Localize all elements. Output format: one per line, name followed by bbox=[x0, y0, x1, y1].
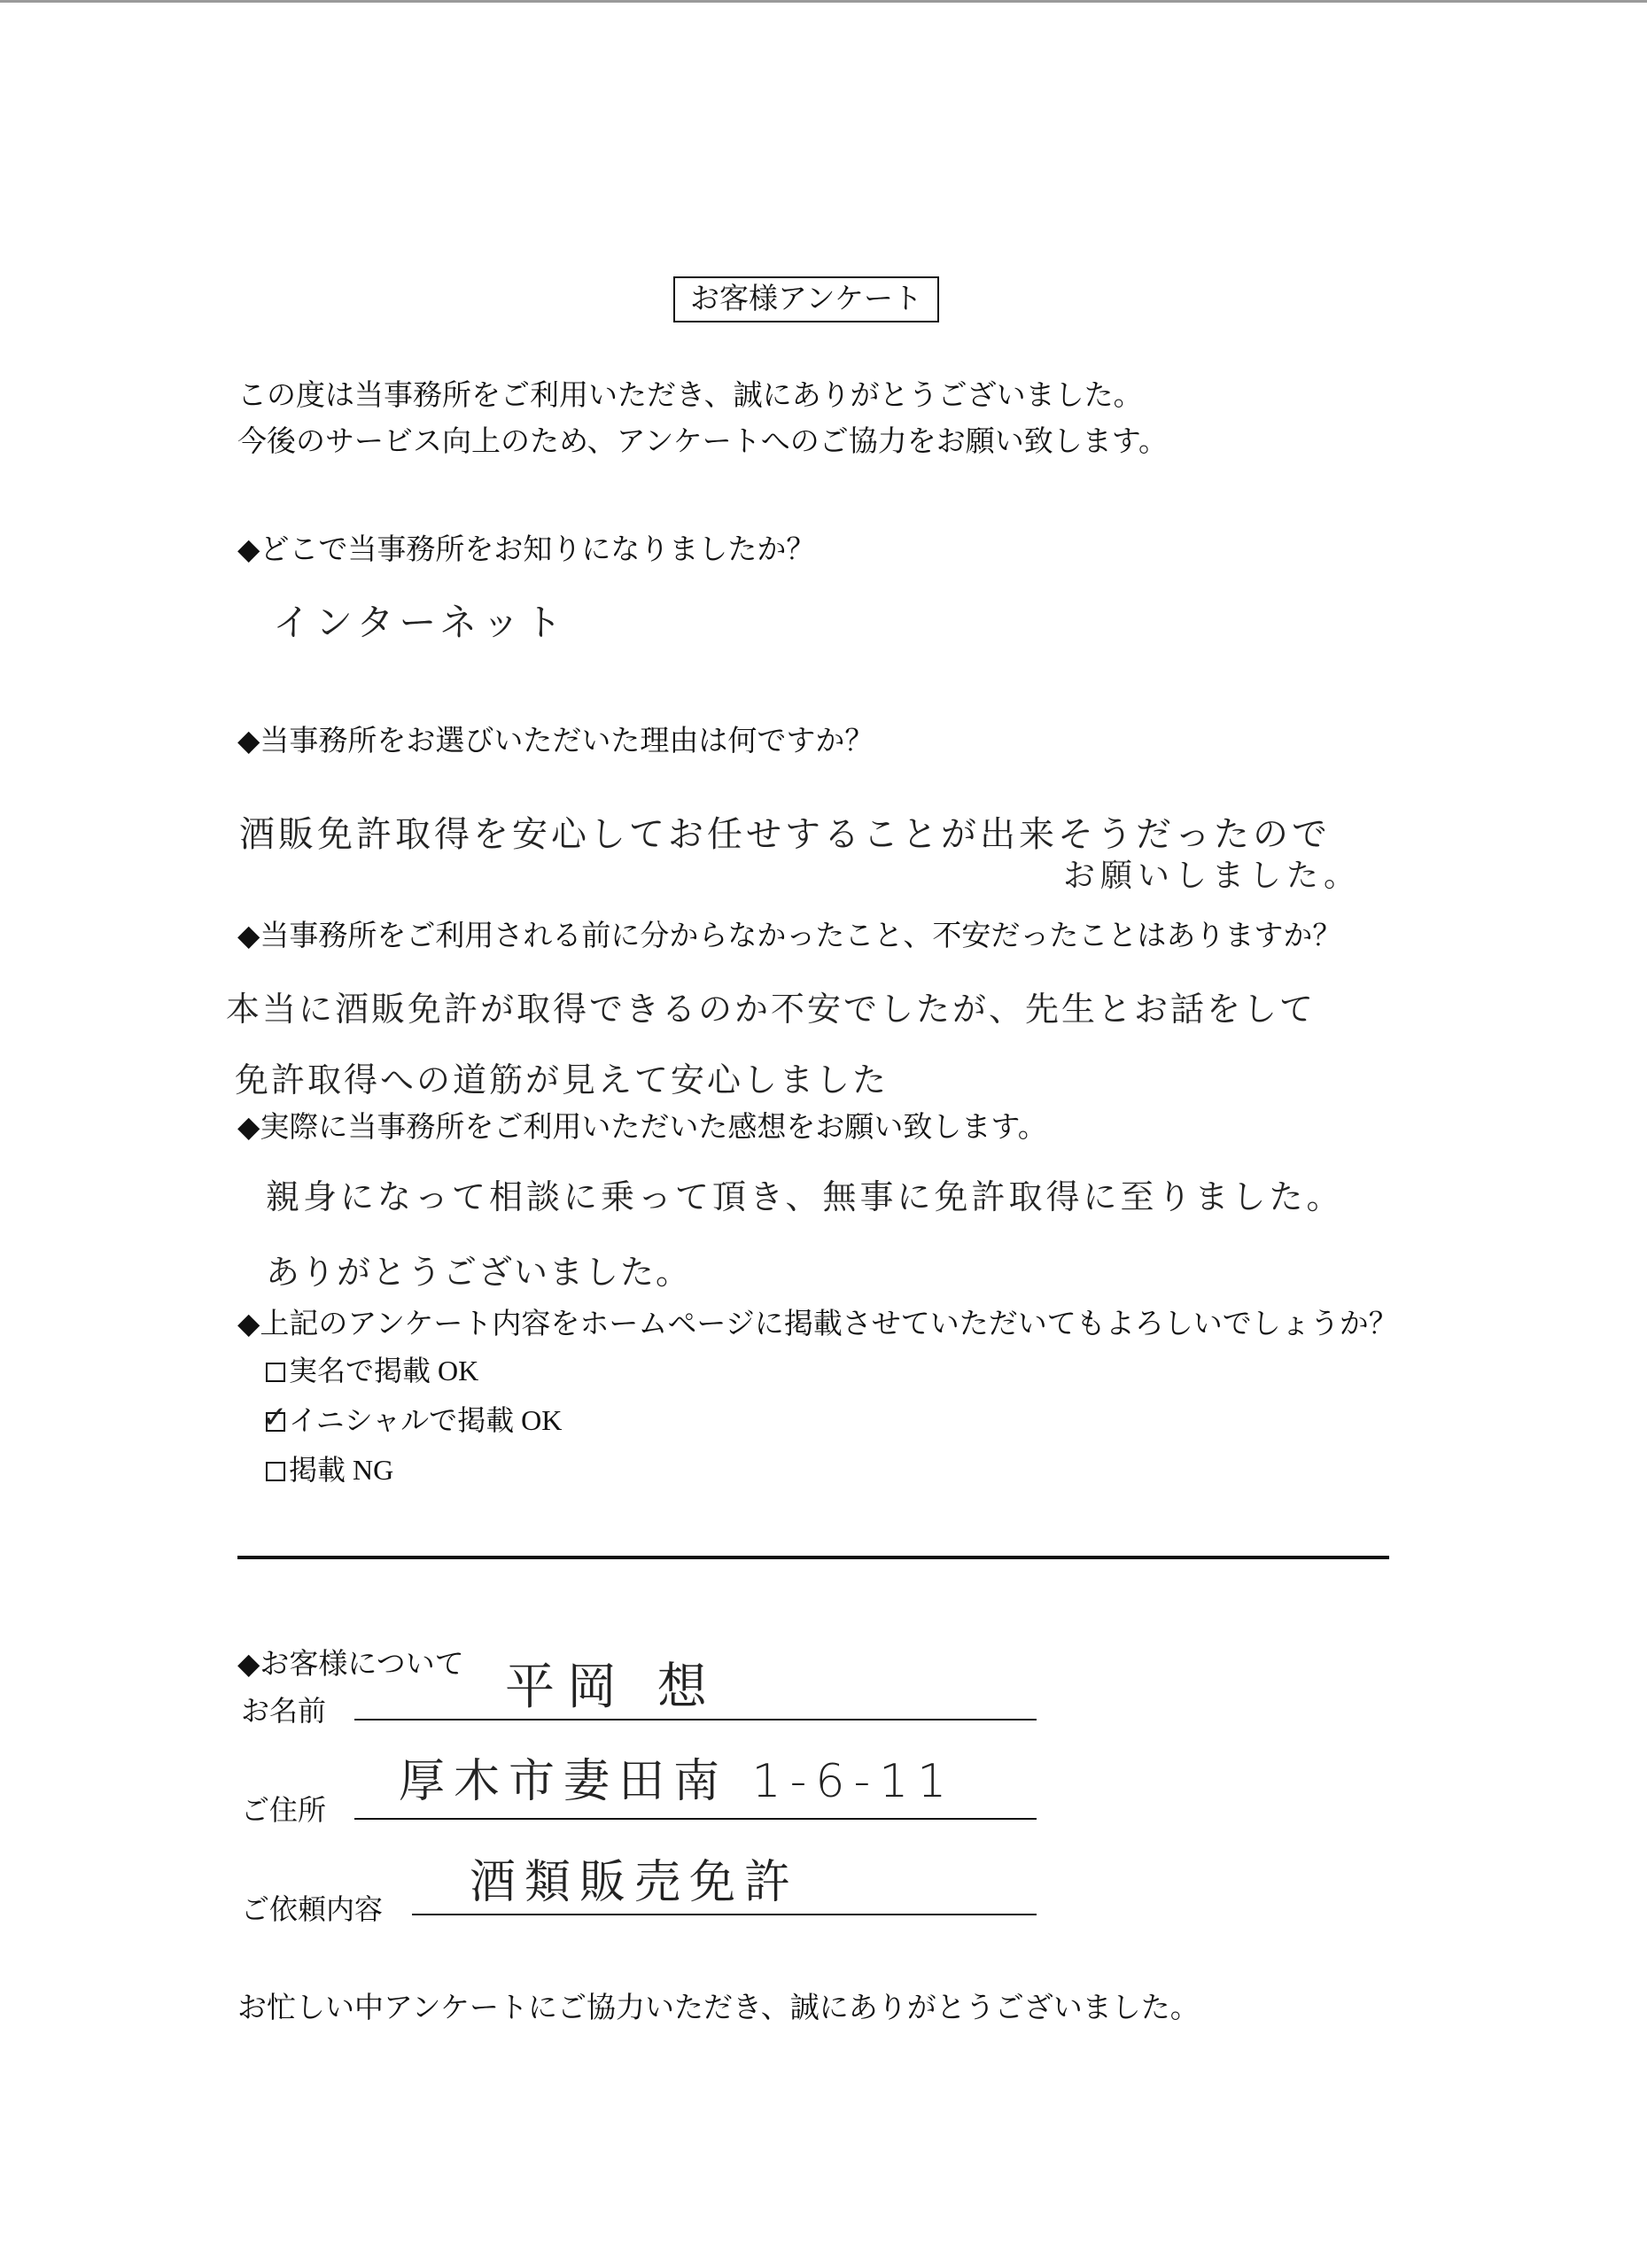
customer-heading: ◆お客様について bbox=[237, 1649, 464, 1681]
question-5: ◆上記のアンケート内容をホームページに掲載させていただいてもよろしいでしょうか？ bbox=[237, 1309, 1398, 1340]
intro-line-2: 今後のサービス向上のため、アンケートへのご協力をお願い致します。 bbox=[237, 426, 1169, 458]
question-3: ◆当事務所をご利用される前に分からなかったこと、不安だったことはありますか？ bbox=[237, 920, 1342, 952]
checkmark-icon: ✓ bbox=[262, 1400, 288, 1435]
address-underline bbox=[354, 1818, 1037, 1820]
checkbox-ng[interactable] bbox=[266, 1462, 285, 1481]
scan-edge bbox=[0, 0, 1647, 16]
option-initials bbox=[262, 1398, 563, 1439]
option-real-name bbox=[266, 1348, 478, 1389]
document-title: お客様アンケート bbox=[673, 276, 939, 322]
option-ng-label: 掲載 NG bbox=[289, 1454, 394, 1486]
request-value-handwritten: 酒類販売免許 bbox=[470, 1856, 800, 1909]
answer-2-line-1: 酒販免許取得を安心してお任せすることが出来そうだったので bbox=[239, 814, 1331, 855]
section-divider bbox=[237, 1556, 1389, 1559]
answer-1-handwritten: インターネット bbox=[273, 601, 568, 644]
checkbox-real-name[interactable] bbox=[266, 1363, 285, 1382]
intro-line-1: この度は当事務所をご利用いただき、誠にありがとうございました。 bbox=[237, 380, 1143, 412]
address-value-handwritten: 厚木市妻田南 1-6-11 bbox=[399, 1755, 956, 1808]
closing-text: お忙しい中アンケートにご協力いただき、誠にありがとうございました。 bbox=[237, 1992, 1200, 2024]
option-real-name-label: 実名で掲載 OK bbox=[289, 1355, 479, 1386]
answer-4-line-2: ありがとうございました。 bbox=[266, 1253, 692, 1292]
request-underline bbox=[412, 1914, 1037, 1915]
address-label: ご住所 bbox=[241, 1794, 327, 1826]
name-underline bbox=[354, 1719, 1037, 1720]
answer-2-line-2: お願いしました。 bbox=[1063, 858, 1362, 894]
request-label: ご依頼内容 bbox=[241, 1893, 384, 1925]
answer-3-line-1: 本当に酒販免許が取得できるのか不安でしたが、先生とお話をして bbox=[226, 990, 1317, 1029]
option-initials-label: イニシャルで掲載 OK bbox=[289, 1404, 563, 1436]
answer-4-line-1: 親身になって相談に乗って頂き、無事に免許取得に至りました。 bbox=[266, 1177, 1344, 1216]
question-1: ◆どこで当事務所をお知りになりましたか？ bbox=[237, 534, 816, 566]
question-4: ◆実際に当事務所をご利用いただいた感想をお願い致します。 bbox=[237, 1112, 1047, 1144]
answer-3-line-2: 免許取得への道筋が見えて安心しました bbox=[235, 1060, 890, 1099]
name-label: お名前 bbox=[241, 1695, 327, 1727]
name-value-handwritten: 平岡 想 bbox=[505, 1658, 719, 1716]
checkbox-initials[interactable] bbox=[262, 1400, 288, 1435]
option-ng bbox=[266, 1448, 393, 1488]
question-2: ◆当事務所をお選びいただいた理由は何ですか？ bbox=[237, 726, 874, 757]
